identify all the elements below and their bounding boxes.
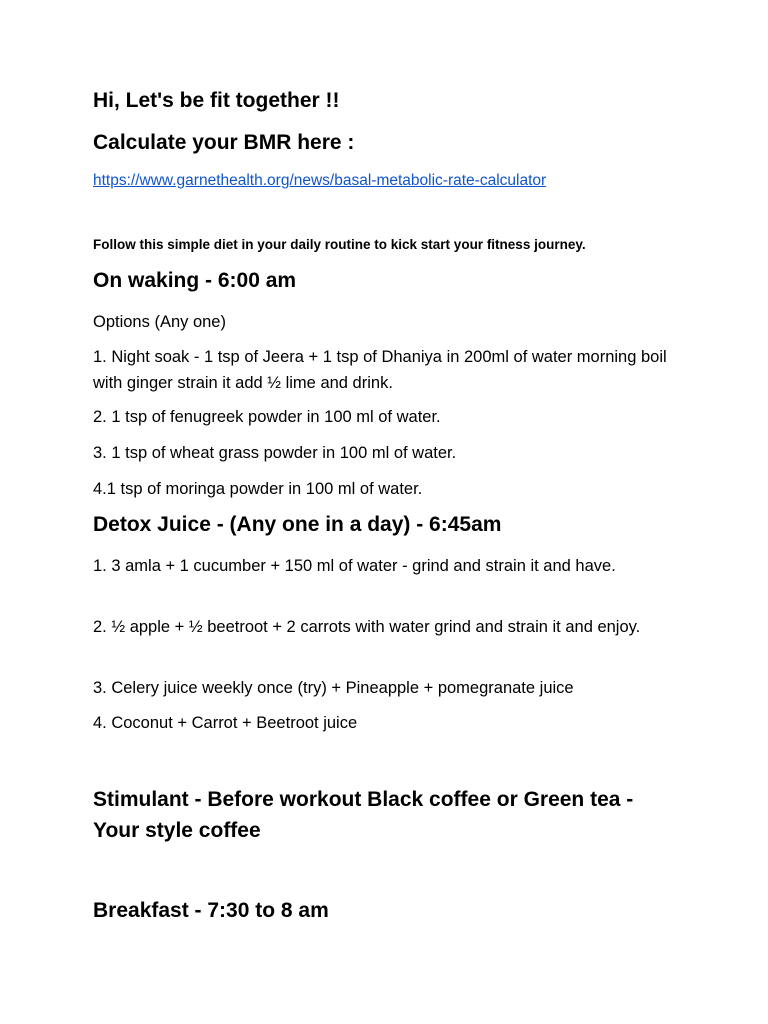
detox-item: 3. Celery juice weekly once (try) + Pineapple + pomegranate juice [93,679,574,697]
detox-item: 2. ½ apple + ½ beetroot + 2 carrots with water grind and strain it and enjoy. [93,618,641,636]
detox-item: 1. 3 amla + 1 cucumber + 150 ml of water - grind and strain it and have. [93,557,616,575]
bmr-calculator-link[interactable]: https://www.garnethealth.org/news/basal-metabolic-rate-calculator [93,172,547,189]
waking-item: 2. 1 tsp of fenugreek powder in 100 ml of water. [93,408,441,426]
bmr-heading: Calculate your BMR here : [93,131,355,154]
intro-text: Follow this simple diet in your daily routine to kick start your fitness journey. [93,237,586,252]
greeting-heading: Hi, Let's be fit together !! [93,89,340,112]
detox-item: 4. Coconut + Carrot + Beetroot juice [93,714,358,732]
waking-heading: On waking - 6:00 am [93,269,297,292]
waking-item: 4.1 tsp of moringa powder in 100 ml of water. [93,480,423,498]
waking-item: 3. 1 tsp of wheat grass powder in 100 ml of water. [93,444,457,462]
breakfast-heading: Breakfast - 7:30 to 8 am [93,899,329,922]
waking-item: 1. Night soak - 1 tsp of Jeera + 1 tsp of Dhaniya in 200ml of water morning boil with ginger strain it add ½ lime and drink. [93,348,667,392]
waking-options-label: Options (Any one) [93,313,226,331]
stimulant-heading: Stimulant - Before workout Black coffee or Green tea - Your style coffee [93,788,634,842]
detox-heading: Detox Juice - (Any one in a day) - 6:45am [93,513,502,536]
